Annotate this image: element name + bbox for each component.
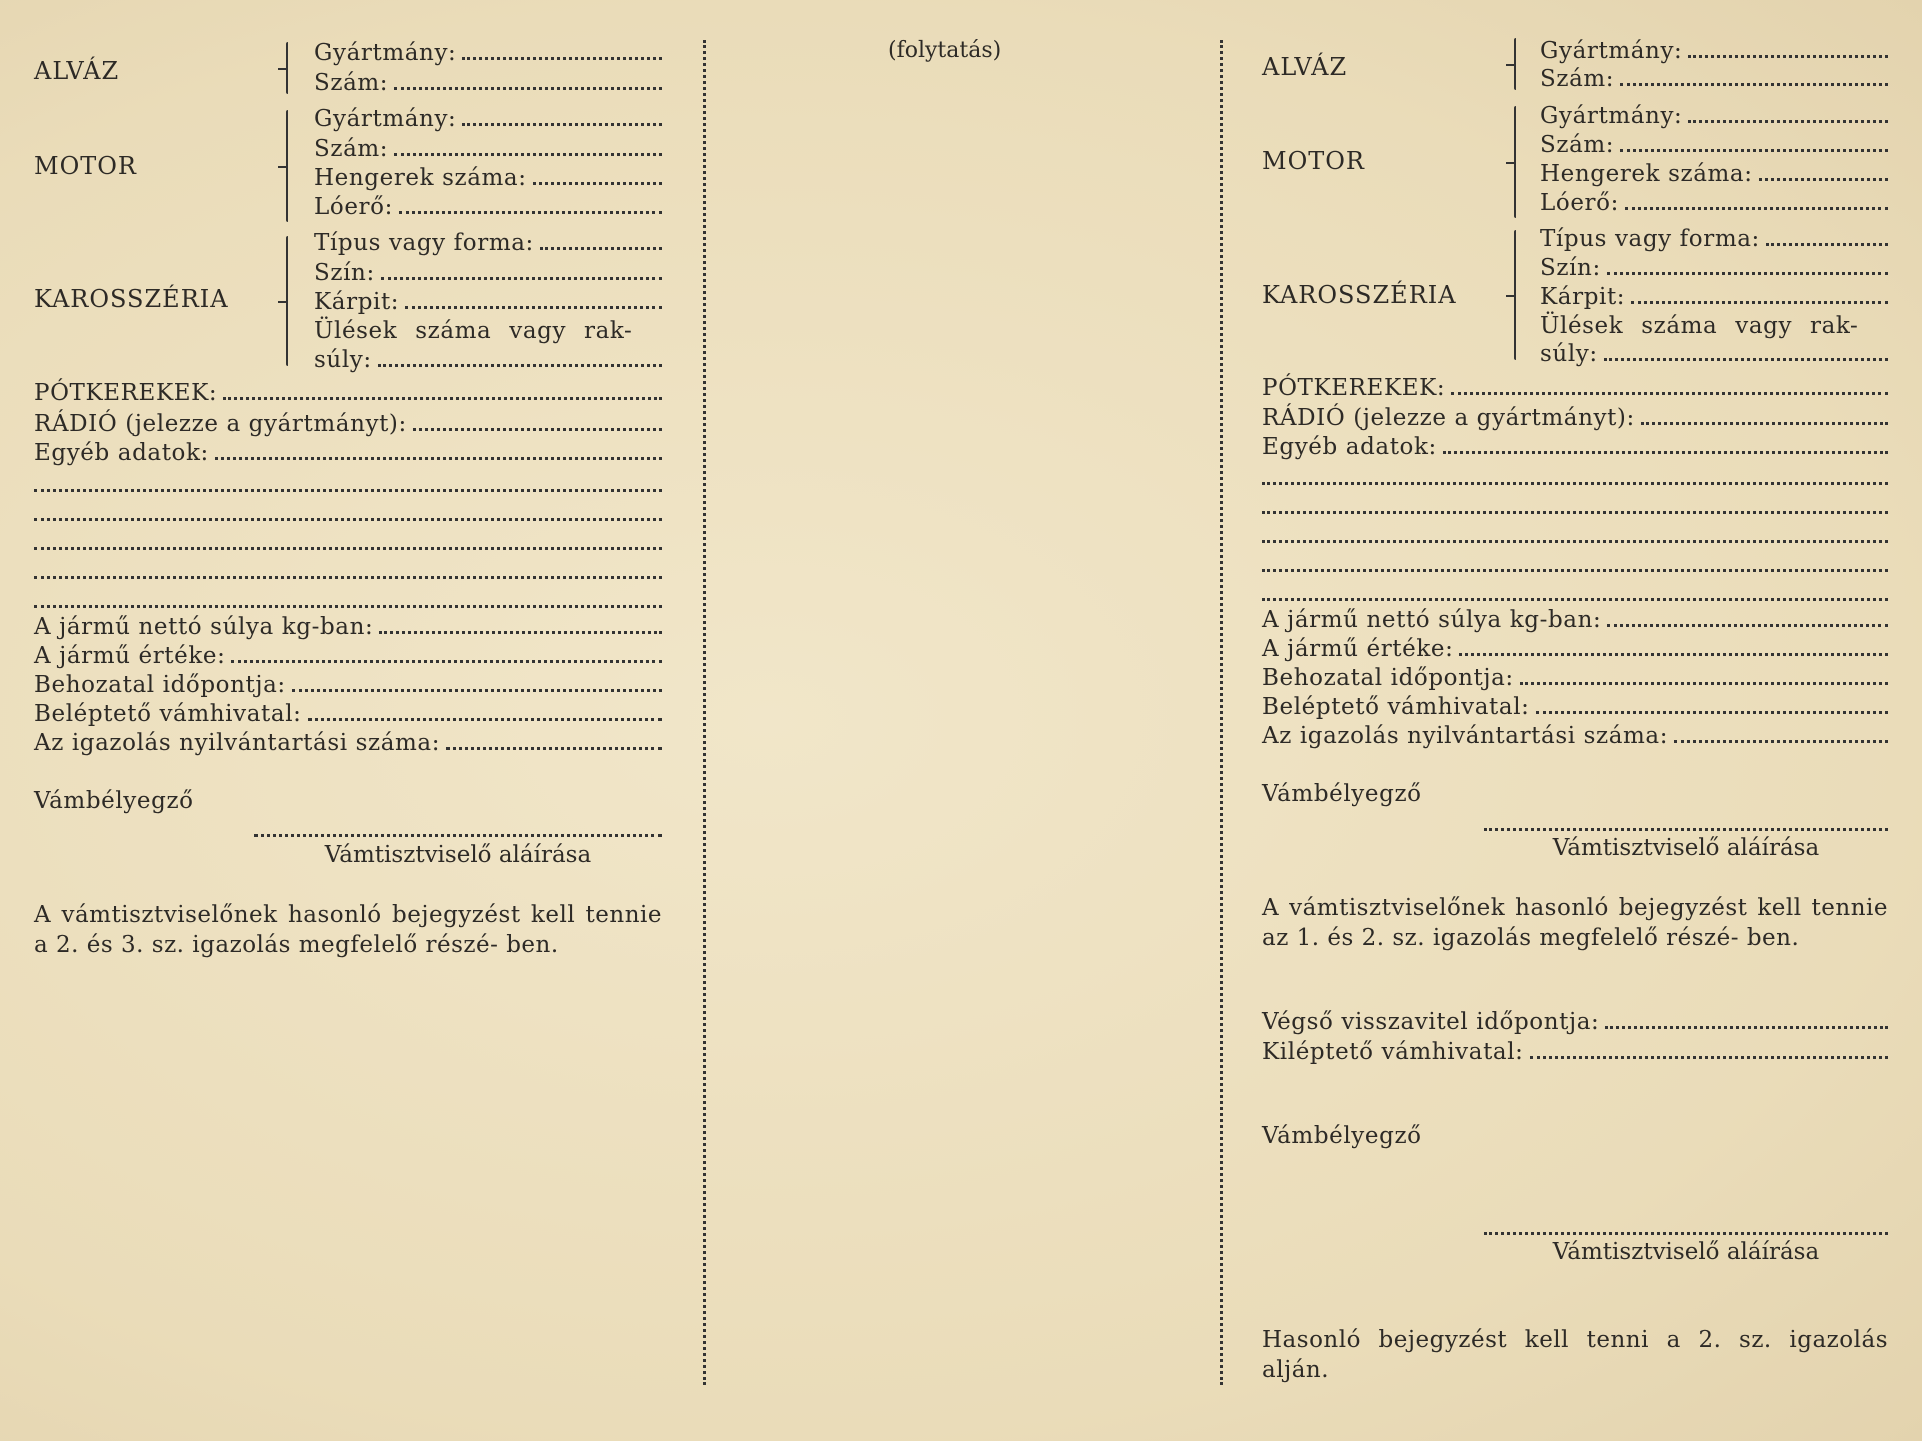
left-engine-cylinders-field[interactable]: Hengerek száma:: [314, 163, 662, 193]
left-blank-line[interactable]: [34, 518, 662, 521]
left-engine-title: MOTOR: [34, 152, 138, 180]
right-body-upholstery-field[interactable]: Kárpit:: [1540, 282, 1888, 312]
right-chassis-make-field[interactable]: Gyártmány:: [1540, 36, 1888, 66]
fold-divider-right: [1220, 40, 1223, 1385]
left-note: A vámtisztviselőnek hasonló bejegyzést kell tennie a 2. és 3. sz. igazolás megfelelő részé- ben.: [34, 902, 662, 958]
right-chassis-number-field[interactable]: Szám:: [1540, 64, 1888, 94]
right-spare-wheels-field[interactable]: PÓTKEREKEK:: [1262, 373, 1888, 403]
right-engine-title: MOTOR: [1262, 147, 1366, 175]
right-blank-line[interactable]: [1262, 598, 1888, 601]
right-entry-office-field[interactable]: Beléptető vámhivatal:: [1262, 692, 1888, 722]
right-radio-field[interactable]: RÁDIÓ (jelezze a gyártmányt):: [1262, 403, 1888, 433]
right-blank-line[interactable]: [1262, 540, 1888, 543]
right-signature-label: Vámtisztviselő aláírása: [1552, 835, 1820, 861]
left-engine-horsepower-field[interactable]: Lóerő:: [314, 192, 662, 222]
left-body-seats-field[interactable]: súly:: [314, 345, 662, 375]
left-registration-field[interactable]: Az igazolás nyilvántartási száma:: [34, 728, 662, 758]
right-form: [1262, 0, 1888, 1441]
right-chassis-brace: [1514, 38, 1516, 90]
left-engine-make-field[interactable]: Gyártmány:: [314, 104, 662, 134]
left-engine-brace: [286, 110, 288, 222]
left-body-seats-label: Ülések száma vagy rak-: [314, 318, 633, 344]
right-body-seats-field[interactable]: súly:: [1540, 339, 1888, 369]
left-stamp-label: Vámbélyegző: [34, 788, 194, 814]
right-reexport-date-field[interactable]: Végső visszavitel időpontja:: [1262, 1007, 1888, 1037]
right-value-field[interactable]: A jármű értéke:: [1262, 634, 1888, 664]
fold-divider-left: [703, 40, 706, 1385]
left-blank-line[interactable]: [34, 547, 662, 550]
right-other-field[interactable]: Egyéb adatok:: [1262, 432, 1888, 462]
right-blank-line[interactable]: [1262, 569, 1888, 572]
right-body-seats-label: Ülések száma vagy rak-: [1540, 313, 1859, 339]
left-signature-line[interactable]: [254, 834, 662, 837]
left-value-field[interactable]: A jármű értéke:: [34, 641, 662, 671]
left-import-date-field[interactable]: Behozatal időpontja:: [34, 670, 662, 700]
right-engine-make-field[interactable]: Gyártmány:: [1540, 101, 1888, 131]
left-signature-label: Vámtisztviselő aláírása: [324, 842, 592, 868]
left-body-upholstery-field[interactable]: Kárpit:: [314, 287, 662, 317]
left-body-title: KAROSSZÉRIA: [34, 285, 229, 313]
right-body-title: KAROSSZÉRIA: [1262, 281, 1457, 309]
right-chassis-title: ALVÁZ: [1262, 53, 1348, 81]
right-body-type-field[interactable]: Típus vagy forma:: [1540, 224, 1888, 254]
right-body-color-field[interactable]: Szín:: [1540, 253, 1888, 283]
right-engine-horsepower-field[interactable]: Lóerő:: [1540, 188, 1888, 218]
left-chassis-make-field[interactable]: Gyártmány:: [314, 38, 662, 68]
right-blank-line[interactable]: [1262, 511, 1888, 514]
left-chassis-brace: [286, 42, 288, 94]
left-body-color-field[interactable]: Szín:: [314, 258, 662, 288]
left-radio-field[interactable]: RÁDIÓ (jelezze a gyártmányt):: [34, 409, 662, 439]
right-stamp-label: Vámbélyegző: [1262, 781, 1422, 807]
right-signature2-line[interactable]: [1484, 1232, 1888, 1235]
left-net-weight-field[interactable]: A jármű nettó súlya kg-ban:: [34, 612, 662, 642]
right-signature2-label: Vámtisztviselő aláírása: [1552, 1239, 1820, 1265]
left-body-type-field[interactable]: Típus vagy forma:: [314, 228, 662, 258]
right-blank-line[interactable]: [1262, 482, 1888, 485]
left-body-brace: [286, 236, 288, 366]
left-blank-line[interactable]: [34, 605, 662, 608]
right-final-note: Hasonló bejegyzést kell tenni a 2. sz. igazolás alján.: [1262, 1327, 1888, 1383]
left-entry-office-field[interactable]: Beléptető vámhivatal:: [34, 699, 662, 729]
right-exit-office-field[interactable]: Kiléptető vámhivatal:: [1262, 1037, 1888, 1067]
left-chassis-number-field[interactable]: Szám:: [314, 68, 662, 98]
continuation-title: (folytatás): [888, 38, 1002, 63]
right-stamp2-label: Vámbélyegző: [1262, 1123, 1422, 1149]
left-blank-line[interactable]: [34, 576, 662, 579]
right-engine-brace: [1514, 106, 1516, 218]
right-body-brace: [1514, 230, 1516, 360]
right-signature-line[interactable]: [1484, 828, 1888, 831]
left-spare-wheels-field[interactable]: PÓTKEREKEK:: [34, 378, 662, 408]
left-blank-line[interactable]: [34, 489, 662, 492]
right-engine-cylinders-field[interactable]: Hengerek száma:: [1540, 159, 1888, 189]
left-engine-number-field[interactable]: Szám:: [314, 134, 662, 164]
left-other-field[interactable]: Egyéb adatok:: [34, 438, 662, 468]
right-registration-field[interactable]: Az igazolás nyilvántartási száma:: [1262, 721, 1888, 751]
left-form: [34, 0, 662, 1441]
right-net-weight-field[interactable]: A jármű nettó súlya kg-ban:: [1262, 605, 1888, 635]
right-import-date-field[interactable]: Behozatal időpontja:: [1262, 663, 1888, 693]
right-engine-number-field[interactable]: Szám:: [1540, 130, 1888, 160]
left-chassis-title: ALVÁZ: [34, 57, 120, 85]
right-note: A vámtisztviselőnek hasonló bejegyzést kell tennie az 1. és 2. sz. igazolás megfelelő részé- ben.: [1262, 895, 1888, 951]
